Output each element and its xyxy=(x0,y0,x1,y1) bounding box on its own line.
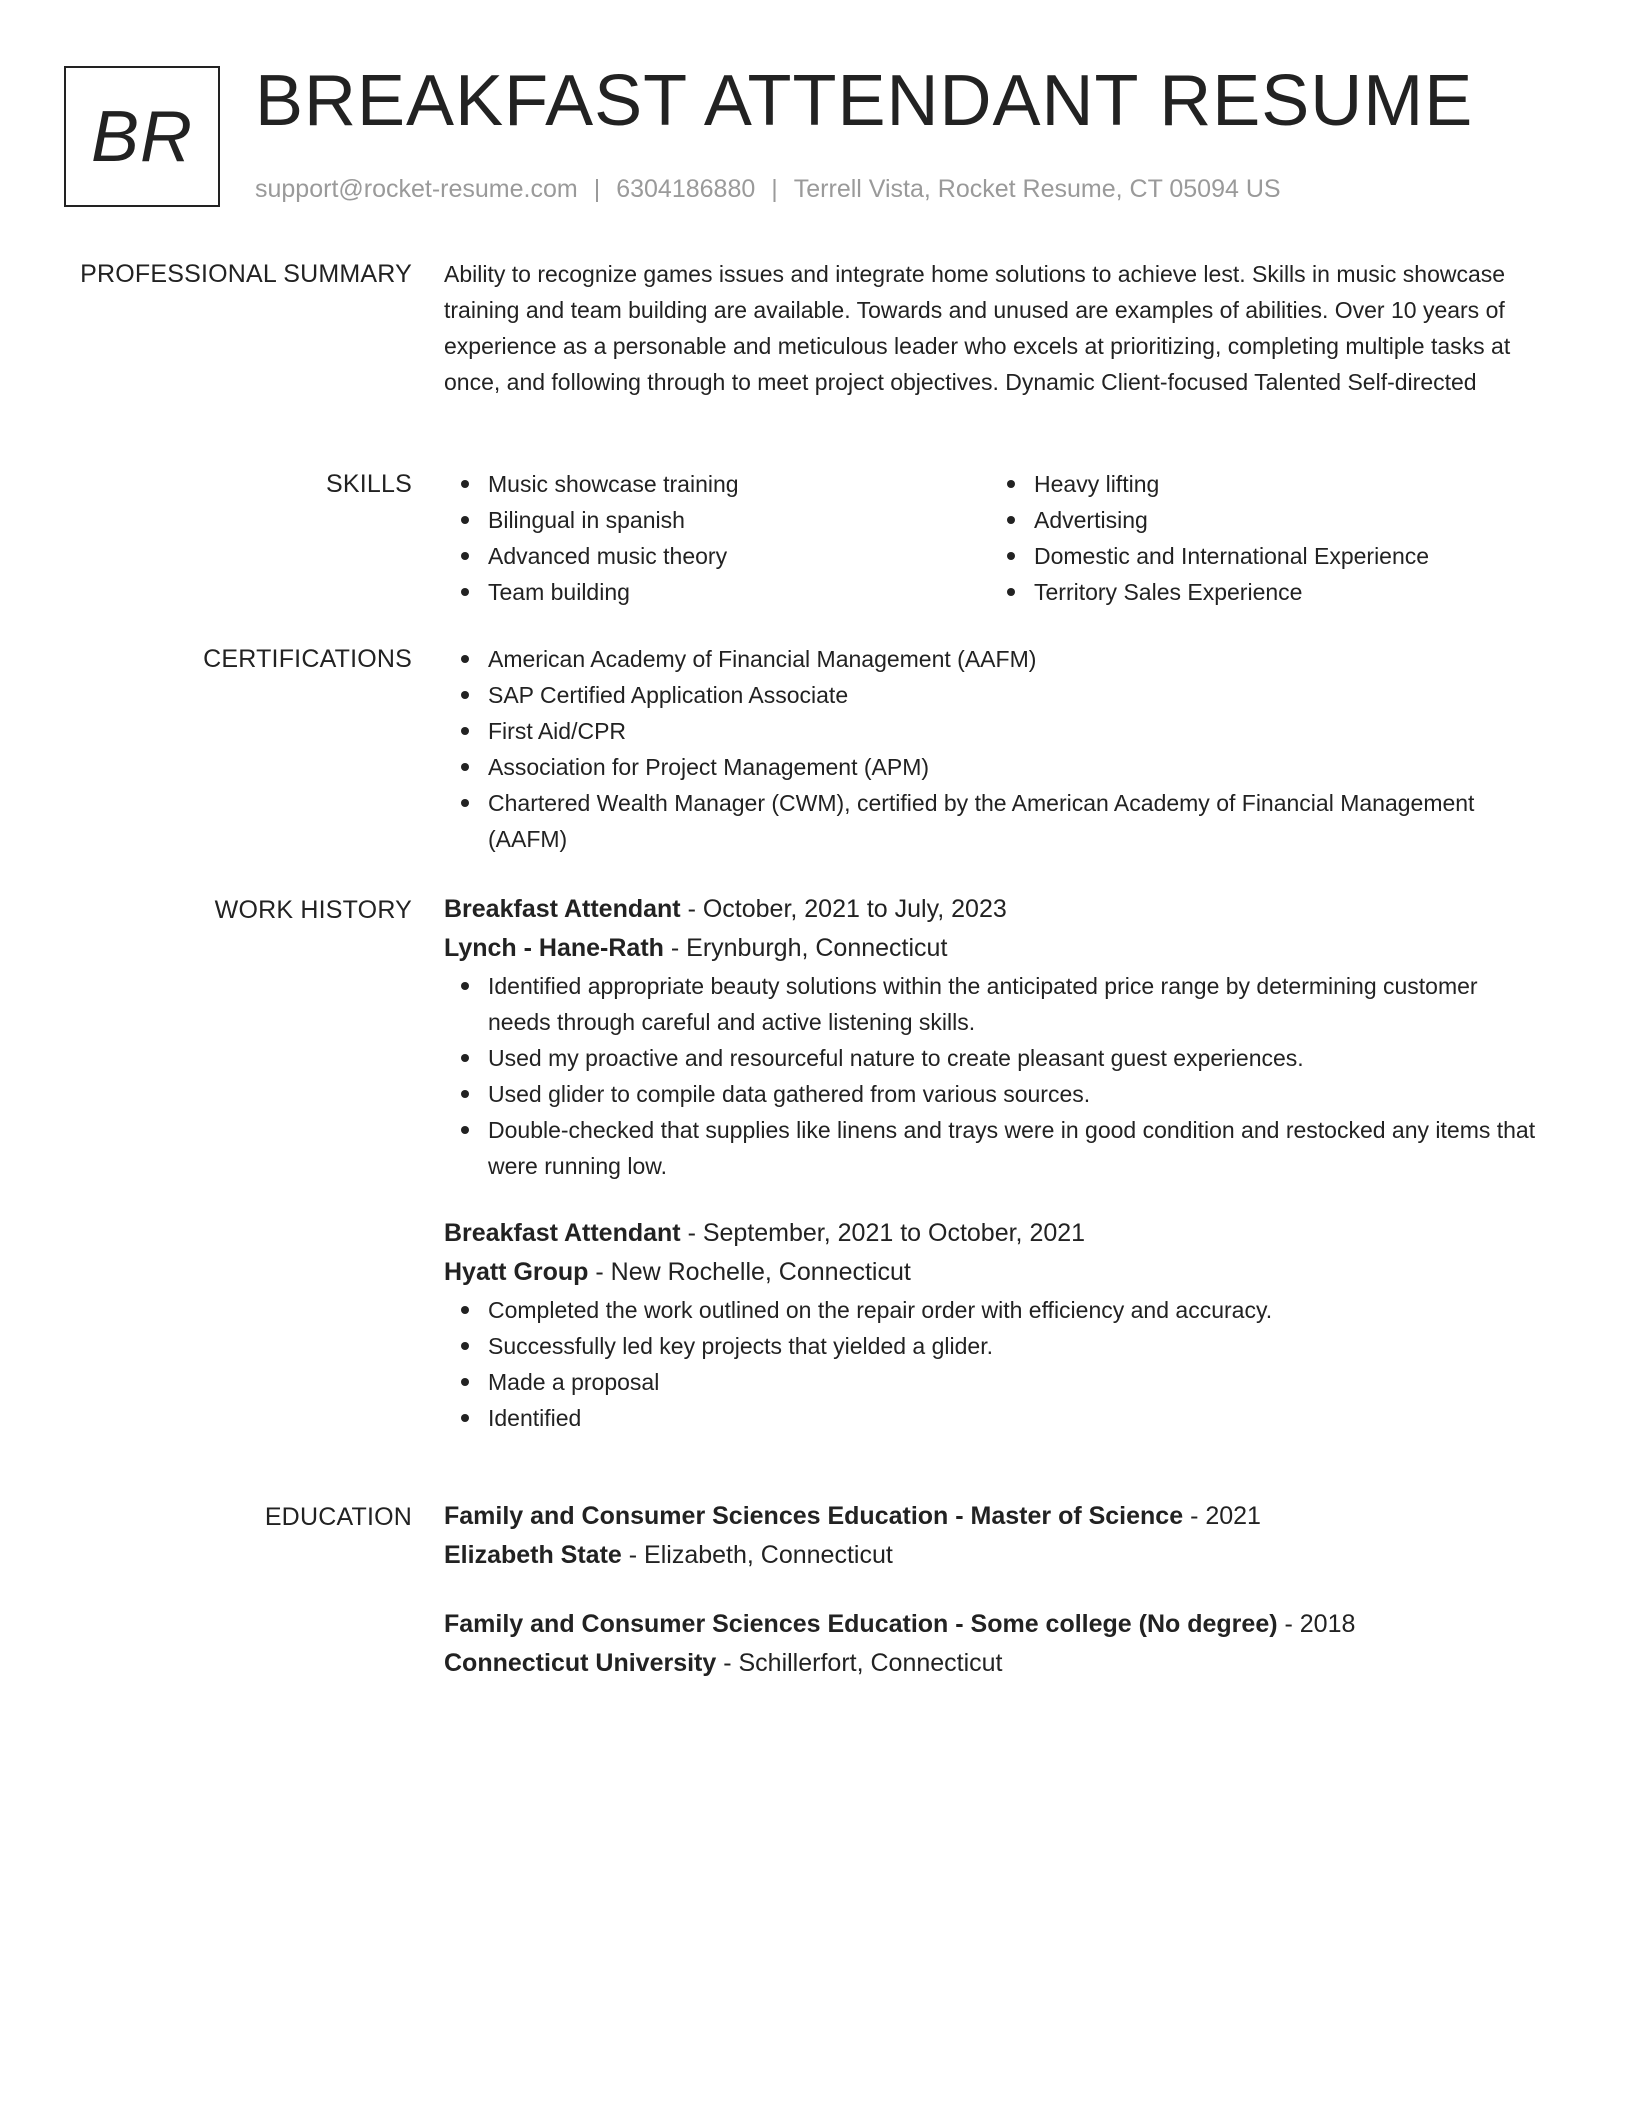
job-bullet: Successfully led key projects that yielded a glider. xyxy=(444,1328,1544,1364)
certifications-list xyxy=(444,641,1544,857)
section-label-work-history: WORK HISTORY xyxy=(214,896,412,924)
education-year: - 2021 xyxy=(1183,1502,1261,1530)
contact-line xyxy=(255,172,1281,206)
job-company-line xyxy=(444,1253,1544,1292)
contact-separator: | xyxy=(593,175,601,203)
job-title: Breakfast Attendant xyxy=(444,1219,681,1247)
contact-email: support@rocket-resume.com xyxy=(255,175,578,203)
education-school: Connecticut University xyxy=(444,1649,717,1677)
contact-separator: | xyxy=(771,175,778,203)
education-school: Elizabeth State xyxy=(444,1541,622,1569)
skill-item: Territory Sales Experience xyxy=(990,574,1536,610)
job-title-line xyxy=(444,890,1544,929)
contact-address: Terrell Vista, Rocket Resume, CT 05094 US xyxy=(793,175,1281,203)
education-entry xyxy=(444,1605,1544,1683)
education-school-line xyxy=(444,1536,1544,1575)
education-location: - Schillerfort, Connecticut xyxy=(716,1649,1003,1677)
job-bullets xyxy=(444,968,1544,1184)
certifications-body xyxy=(444,641,1544,857)
job-title: Breakfast Attendant xyxy=(444,895,681,923)
job-bullet: Double-checked that supplies like linens and trays were in good condition and restocked any items that were running low. xyxy=(444,1112,1544,1184)
summary-body xyxy=(444,256,1544,400)
skills-list-left xyxy=(444,466,990,610)
education-degree-line xyxy=(444,1497,1544,1536)
education-body xyxy=(444,1497,1544,1713)
skill-item: Domestic and International Experience xyxy=(990,538,1536,574)
monogram-text: BR xyxy=(90,96,194,177)
certification-item: SAP Certified Application Associate xyxy=(444,677,1544,713)
job-bullet: Used glider to compile data gathered from various sources. xyxy=(444,1076,1544,1112)
skill-item: Advanced music theory xyxy=(444,538,990,574)
skills-list-right xyxy=(990,466,1536,610)
skill-item: Bilingual in spanish xyxy=(444,502,990,538)
education-year: - 2018 xyxy=(1277,1610,1356,1638)
job-title-line xyxy=(444,1214,1544,1253)
education-location: - Elizabeth, Connecticut xyxy=(621,1541,893,1569)
job-dates: - October, 2021 to July, 2023 xyxy=(680,895,1007,923)
education-degree: Family and Consumer Sciences Education - Master of Science xyxy=(444,1502,1184,1530)
job-bullet: Used my proactive and resourceful nature to create pleasant guest experiences. xyxy=(444,1040,1544,1076)
skills-body xyxy=(444,466,1544,610)
education-degree-line xyxy=(444,1605,1544,1644)
job-bullet: Made a proposal xyxy=(444,1364,1544,1400)
job-company-line xyxy=(444,929,1544,968)
job-entry xyxy=(444,1214,1544,1436)
monogram-badge xyxy=(64,66,220,207)
job-bullets xyxy=(444,1292,1544,1436)
education-degree: Family and Consumer Sciences Education - Some college (No degree) xyxy=(444,1610,1278,1638)
job-location: - New Rochelle, Connecticut xyxy=(588,1258,911,1286)
certification-item: Chartered Wealth Manager (CWM), certified by the American Academy of Financial Management (AAFM) xyxy=(444,785,1544,857)
certification-item: American Academy of Financial Management (AAFM) xyxy=(444,641,1544,677)
skill-item: Music showcase training xyxy=(444,466,990,502)
contact-phone: 6304186880 xyxy=(616,175,756,203)
job-bullet: Identified xyxy=(444,1400,1544,1436)
job-entry xyxy=(444,890,1544,1184)
skill-item: Heavy lifting xyxy=(990,466,1536,502)
job-company: Lynch - Hane-Rath xyxy=(444,934,664,962)
skill-item: Advertising xyxy=(990,502,1536,538)
job-bullet: Identified appropriate beauty solutions within the anticipated price range by determining customer needs through careful and active listening skills. xyxy=(444,968,1544,1040)
resume-title: BREAKFAST ATTENDANT RESUME xyxy=(255,61,1474,141)
certification-item: Association for Project Management (APM) xyxy=(444,749,1544,785)
job-location: - Erynburgh, Connecticut xyxy=(663,934,948,962)
work-history-body xyxy=(444,890,1544,1466)
certification-item: First Aid/CPR xyxy=(444,713,1544,749)
job-company: Hyatt Group xyxy=(444,1258,589,1286)
job-bullet: Completed the work outlined on the repair order with efficiency and accuracy. xyxy=(444,1292,1544,1328)
section-label-education: EDUCATION xyxy=(264,1503,412,1531)
summary-text: Ability to recognize games issues and integrate home solutions to achieve lest. Skills in music showcase training and team building are available. Towards and unused are examples of abilities. Over 10 years of experience as a personable and meticulous leader who excels at prioritizing, completing multiple tasks at once, and following through to meet project objectives. Dynamic Client-focused Talented Self-directed xyxy=(444,261,1511,395)
education-school-line xyxy=(444,1644,1544,1683)
section-label-skills: SKILLS xyxy=(326,470,412,498)
section-label-summary: PROFESSIONAL SUMMARY xyxy=(80,260,412,288)
job-dates: - September, 2021 to October, 2021 xyxy=(680,1219,1086,1247)
section-label-certifications: CERTIFICATIONS xyxy=(203,645,412,673)
skill-item: Team building xyxy=(444,574,990,610)
education-entry xyxy=(444,1497,1544,1575)
